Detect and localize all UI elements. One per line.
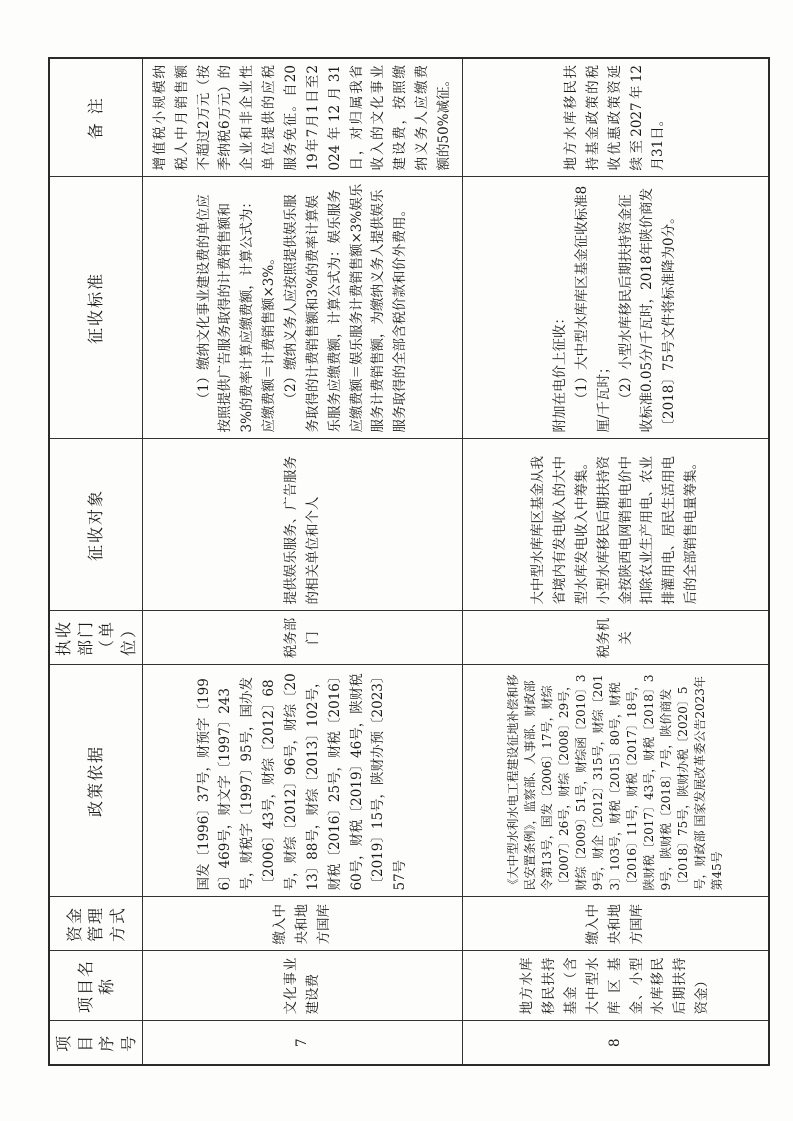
row-policy-basis: 《大中型水利水电工程建设征地补偿和移民安置条例》，监察部、人事部、财政部令第13号，国发〔2006〕17号，财综〔2007〕26号，财综〔2008〕29号，财综〔2009〕51号，财综函〔2010〕39号，财企〔2012〕315号，财综〔2013〕103号，财税〔2015〕80号，财税〔2016〕11号，财税〔2017〕18号，陕财税〔2017〕43号，财税〔2018〕39号，陕财税〔2018〕7号，陕价商发〔2018〕75号，陕财办税〔2020〕5号，财政部 国家发展改革委公告2023年第45号	[463, 665, 769, 897]
header-target: 征收对象	[49, 439, 143, 611]
row-policy-basis: 国发〔1996〕37号，财预字〔1996〕469号，财文字〔1997〕243号，财税字〔1997〕95号，国办发〔2006〕43号，财综〔2012〕68号，财综〔2012〕96号，财综〔2013〕88号，财综〔2013〕102号，财税〔2016〕25号，财税〔2016〕60号，财税〔2019〕46号，陕财税〔2019〕15号，陕财办预〔2023〕57号	[143, 665, 463, 897]
header-seq: 项目序号	[49, 1021, 143, 1065]
standard-item: （2）缴纳义务人应按照提供娱乐服务取得的计费销售额和3%的费率计算娱乐服务应缴费额，计算公式为：娱乐服务应缴费额＝娱乐服务计费销售额×3%娱乐服务计费销售额，为缴纳义务人提供娱乐服务取得的全部含税价款和价外费用。	[283, 183, 409, 433]
row-seq: 8	[463, 1021, 769, 1065]
row-standard	[143, 177, 463, 439]
table-row	[463, 58, 769, 1065]
table-row	[143, 58, 463, 1065]
header-standard: 征收标准	[49, 177, 143, 439]
row-fund-mgmt: 缴入中央和地方国库	[143, 897, 463, 951]
row-target	[463, 439, 769, 611]
standard-item: 附加在电价上征收：	[552, 311, 569, 433]
row-note: 增值税小规模纳税人中月销售额不超过2万元（按季纳税6万元）的企业和非企业性单位提供的应税服务免征。自2019年7月1日至2024年12月31日，对归属我省收入的文化事业建设费，按照缴纳义务人应缴费额的50%减征。	[143, 58, 463, 177]
header-dept: 执收部门（单位）	[49, 611, 143, 665]
header-note: 备 注	[49, 58, 143, 177]
header-row	[49, 58, 143, 1065]
target-item: 大中型水库库区基金从我省境内有发电收入的大中型水库发电收入中筹集。	[530, 456, 590, 605]
header-basis: 政策依据	[49, 665, 143, 897]
row-fund-mgmt: 缴入中央和地方国库	[463, 897, 769, 951]
policy-table	[48, 57, 770, 1066]
standard-item: （1）缴纳文化事业建设费的单位应按照提供广告服务取得的计费销售额和3%的费率计算应缴费额，计算公式为：应缴费额＝计费销售额×3%。	[195, 194, 278, 433]
row-project-name: 文化事业建设费	[143, 951, 463, 1021]
row-project-name: 地方水库移民扶持基金（含大中型水库区基金、小型水库移民后期扶持资金）	[463, 951, 769, 1021]
row-note: 地方水库移民扶持基金政策的税收优惠政策资延续至2027年12月31日。	[463, 58, 769, 177]
header-mgmt: 资金管理方式	[49, 897, 143, 951]
row-standard	[463, 177, 769, 439]
standard-item: （2）小型水库移民后期扶持资金征收标准0.05分/千瓦时，2018年陕价商发〔2018〕75号文件将标准降为0分。	[617, 188, 678, 433]
rotated-table-wrapper	[48, 59, 740, 1066]
row-dept: 税务部门	[143, 611, 463, 665]
row-target: 提供娱乐服务、广告服务的相关单位和个人	[143, 439, 463, 611]
row-dept: 税务机关	[463, 611, 769, 665]
target-item: 小型水库移民后期扶持资金按陕西电网销售电价中扣除农业生产用电、农业排灌用电、居民生活用电后的全部销售电量筹集。	[595, 456, 700, 605]
standard-item: （1）大中型水库库区基金征收标准8厘/千瓦时；	[573, 185, 612, 433]
row-seq: 7	[143, 1021, 463, 1065]
header-name: 项目名称	[49, 951, 143, 1021]
